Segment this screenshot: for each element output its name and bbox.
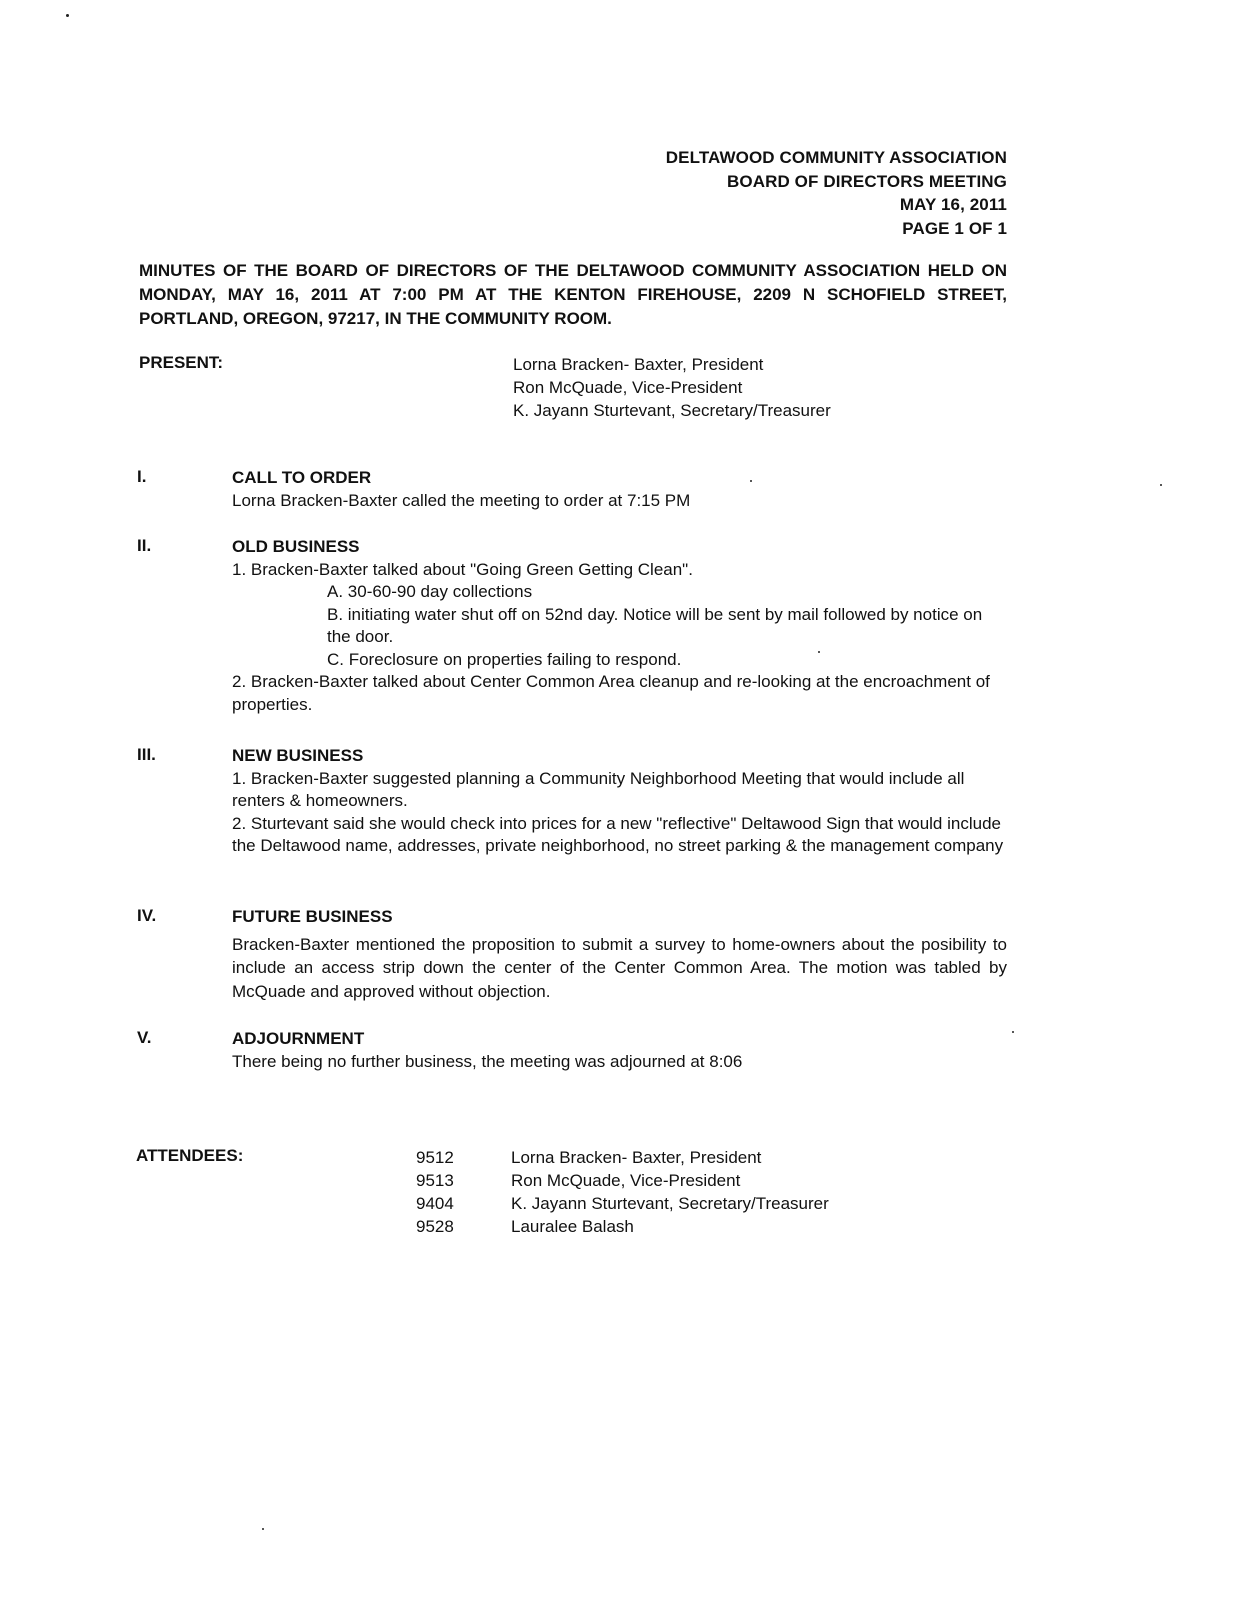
- section-numeral: III.: [137, 745, 156, 764]
- scan-speck: [262, 1528, 264, 1530]
- new-business-item-2: 2. Sturtevant said she would check into prices for a new "reflective" Deltawood Sign that would include the Deltawood name, addresses, private neighborhood, no street parking & the management company: [232, 813, 1004, 855]
- attendee-name: K. Jayann Sturtevant, Secretary/Treasurer: [511, 1194, 829, 1213]
- section-title: OLD BUSINESS: [232, 537, 360, 556]
- attendee-row: [416, 1146, 829, 1169]
- present-member: Ron McQuade, Vice-President: [513, 378, 743, 397]
- old-business-item-1: 1. Bracken-Baxter talked about "Going Green Getting Clean".: [232, 559, 693, 579]
- present-member: Lorna Bracken- Baxter, President: [513, 355, 764, 374]
- attendee-row: [416, 1215, 829, 1238]
- scan-speck: [1160, 484, 1162, 486]
- old-business-item-1a: A. 30-60-90 day collections: [327, 582, 533, 601]
- present-list: [513, 353, 831, 422]
- header-association-name: DELTAWOOD COMMUNITY ASSOCIATION: [665, 148, 1007, 167]
- scan-speck: [66, 14, 69, 17]
- attendee-name: Lorna Bracken- Baxter, President: [511, 1148, 762, 1167]
- old-business-item-1c: C. Foreclosure on properties failing to respond.: [327, 649, 682, 669]
- section-body: [232, 1028, 1007, 1073]
- attendee-row: [416, 1192, 829, 1215]
- attendee-number: 9513: [416, 1171, 454, 1190]
- section-body: [232, 745, 1007, 858]
- minutes-intro: MINUTES OF THE BOARD OF DIRECTORS OF THE DELTAWOOD COMMUNITY ASSOCIATION HELD ON MONDAY, MAY 16, 2011 AT 7:00 PM AT THE KENTON FIREHOUSE, 2209 N SCHOFIELD STREET, PORTLAND, OREGON, 97217, IN THE COMMUNITY ROOM.: [139, 261, 1007, 328]
- document-header: [666, 146, 1007, 240]
- attendee-number: 9512: [416, 1148, 454, 1167]
- section-title: ADJOURNMENT: [232, 1029, 365, 1048]
- section-numeral: I.: [137, 467, 147, 486]
- attendee-number: 9528: [416, 1217, 454, 1236]
- present-label: PRESENT:: [139, 353, 224, 372]
- section-text: Bracken-Baxter mentioned the proposition to submit a survey to home-owners about the posibility to include an access strip down the center of the Center Common Area. The motion was tabled by McQuade and approved without objection.: [232, 934, 1007, 1001]
- section-body: [232, 467, 1007, 512]
- attendee-row: [416, 1169, 829, 1192]
- section-numeral: V.: [137, 1028, 152, 1047]
- present-member: K. Jayann Sturtevant, Secretary/Treasurer: [513, 401, 831, 420]
- section-text: There being no further business, the meeting was adjourned at 8:06: [232, 1051, 743, 1071]
- header-date: MAY 16, 2011: [899, 195, 1007, 214]
- section-body: [232, 536, 1007, 716]
- section-title: NEW BUSINESS: [232, 746, 364, 765]
- section-body: [232, 906, 1007, 1003]
- section-title: CALL TO ORDER: [232, 468, 372, 487]
- section-numeral: IV.: [137, 906, 157, 925]
- attendees-label: ATTENDEES:: [136, 1146, 244, 1165]
- section-text: Lorna Bracken-Baxter called the meeting to order at 7:15 PM: [232, 490, 691, 510]
- section-numeral: II.: [137, 536, 152, 555]
- old-business-item-1b: B. initiating water shut off on 52nd day. Notice will be sent by mail followed by notice on the door.: [327, 604, 983, 646]
- attendee-number: 9404: [416, 1194, 454, 1213]
- attendee-name: Ron McQuade, Vice-President: [511, 1171, 741, 1190]
- header-meeting-type: BOARD OF DIRECTORS MEETING: [727, 171, 1007, 191]
- attendees-list: [416, 1146, 829, 1238]
- attendee-name: Lauralee Balash: [511, 1217, 634, 1236]
- header-page-number: PAGE 1 OF 1: [902, 218, 1007, 238]
- new-business-item-1: 1. Bracken-Baxter suggested planning a Community Neighborhood Meeting that would include all renters & homeowners.: [232, 768, 965, 810]
- old-business-item-2: 2. Bracken-Baxter talked about Center Common Area cleanup and re-looking at the encroachment of properties.: [232, 672, 990, 714]
- section-title: FUTURE BUSINESS: [232, 907, 393, 926]
- scan-speck: [1012, 1031, 1014, 1033]
